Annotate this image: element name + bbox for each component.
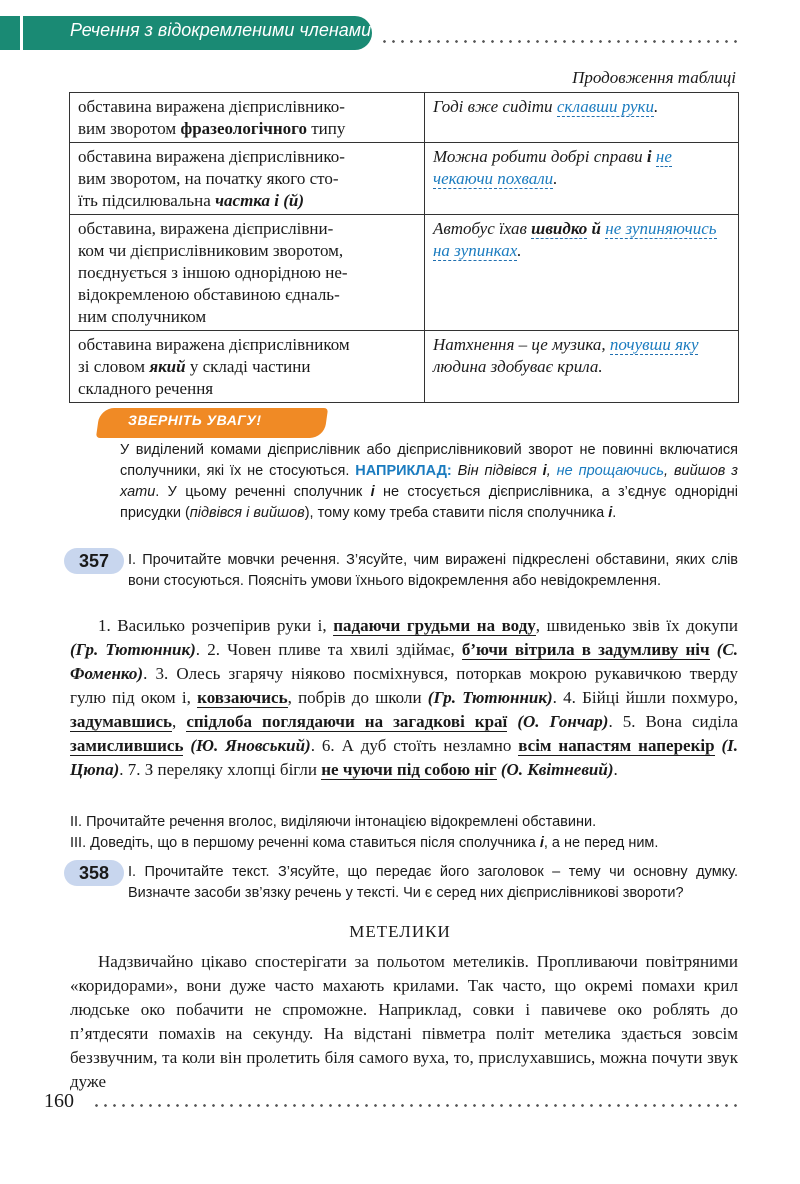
- table-row: [70, 143, 739, 215]
- table-cell-rule: обставина виражена дієприслівником зі словом який у складі частини складного речення: [70, 331, 425, 403]
- exercise-number-badge: 357: [64, 548, 124, 574]
- text-title: МЕТЕЛИКИ: [349, 922, 451, 941]
- exercise-number-badge: 358: [64, 860, 124, 886]
- table-cell-example: Автобус їхав швидко й не зупиняючись на зупинках.: [425, 215, 739, 331]
- table-cell-rule: обставина, виражена дієприслівни- ком чи дієприслівниковим зворотом, поєднується з іншою однорідною не- відокремленою обставиною єдналь- ним сполучником: [70, 215, 425, 331]
- table-cell-rule: обставина виражена дієприслівнико- вим зворотом, на початку якого сто- їть підсилювальна частка і (й): [70, 143, 425, 215]
- page-number: 160: [44, 1090, 74, 1112]
- exercise-357-sentences: 1. Василько розчепірив руки і, падаючи грудьми на воду, швиденько звів їх докупи (Гр. Тютюнник). 2. Човен пливе та хвилі здіймає, б’ючи вітрила в задумливу ніч (С. Фоменко). 3. Олесь згарячу ніяково посміхнувся, поторкав мокрою рукавичкою тверду гулю під оком і, ковзаючись, побрів до школи (Гр. Тютюнник). 4. Бійці йшли похмуро, задумавшись, спідлоба поглядаючи на загадкові краї (О. Гончар). 5. Вона сиділа замислившись (Ю. Яновський). 6. А дуб стоїть незламно всім напастям наперекір (І. Цюпа). 7. З переляку хлопці бігли не чуючи під собою ніг (О. Квітневий).: [70, 616, 739, 779]
- table-continued-label: Продовження таблиці: [572, 68, 736, 87]
- section-title: Речення з відокремленими членами: [70, 20, 372, 40]
- table-cell-example: Годі вже сидіти склавши руки.: [425, 93, 739, 143]
- table-cell-rule: обставина виражена дієприслівнико- вим зворотом фразеологічного типу: [70, 93, 425, 143]
- text-body: Надзвичайно цікаво спостерігати за польотом метеликів. Пропливаючи повітряними «коридорами», вони дуже часто махають крилами. Так часто, що окремі помахи крил людське око побачити не спроможне. Наприклад, совки і павичеве око роблять до п’ятдесяти помахів на секунду. На відстані півметра політ метелика здається зовсім беззвучним, та коли він пролетить біля самого вуха, то, прислухавшись, можна почути звук дуже: [70, 952, 738, 1091]
- dotted-rule-bottom: [92, 1104, 738, 1107]
- table-row: [70, 215, 739, 331]
- exercise-357-task-2: ІІ. Прочитайте речення вголос, виділяючи інтонацією відокремлені обставини. ІІІ. Доведіть, що в першому реченні кома ставиться після сполучника і, а не перед ним.: [70, 814, 659, 851]
- table-row: [70, 93, 739, 143]
- rules-table: [69, 92, 739, 403]
- dotted-rule-top: [380, 40, 740, 43]
- exercise-357-task: І. Прочитайте мовчки речення. З’ясуйте, чим виражені підкреслені обставини, яких слів вони стосуються. Поясніть умови їхнього відокремлення або невідокремлення.: [128, 552, 738, 589]
- table-cell-example: Можна робити добрі справи і не чекаючи похвали.: [425, 143, 739, 215]
- attention-label: ЗВЕРНІТЬ УВАГУ!: [128, 412, 262, 428]
- table-cell-example: Натхнення – це музика, почувши яку людина здобуває крила.: [425, 331, 739, 403]
- table-row: [70, 331, 739, 403]
- attention-note: У виділений комами дієприслівник або дієприслівниковий зворот не повинні включатися сполучники, які їх не стосуються. НАПРИКЛАД: Він підвівся і, не прощаючись, вийшов з хати. У цьому реченні сполучник і не стосується дієприслівника, а з’єднує однорідні присудки (підвівся і вийшов), тому кому треба ставити після сполучника і.: [120, 442, 738, 521]
- exercise-358-task: І. Прочитайте текст. З’ясуйте, що передає його заголовок – тему чи основну думку. Визначте засоби зв’язку речень у тексті. Чи є серед них дієприслівникові звороти?: [128, 864, 738, 901]
